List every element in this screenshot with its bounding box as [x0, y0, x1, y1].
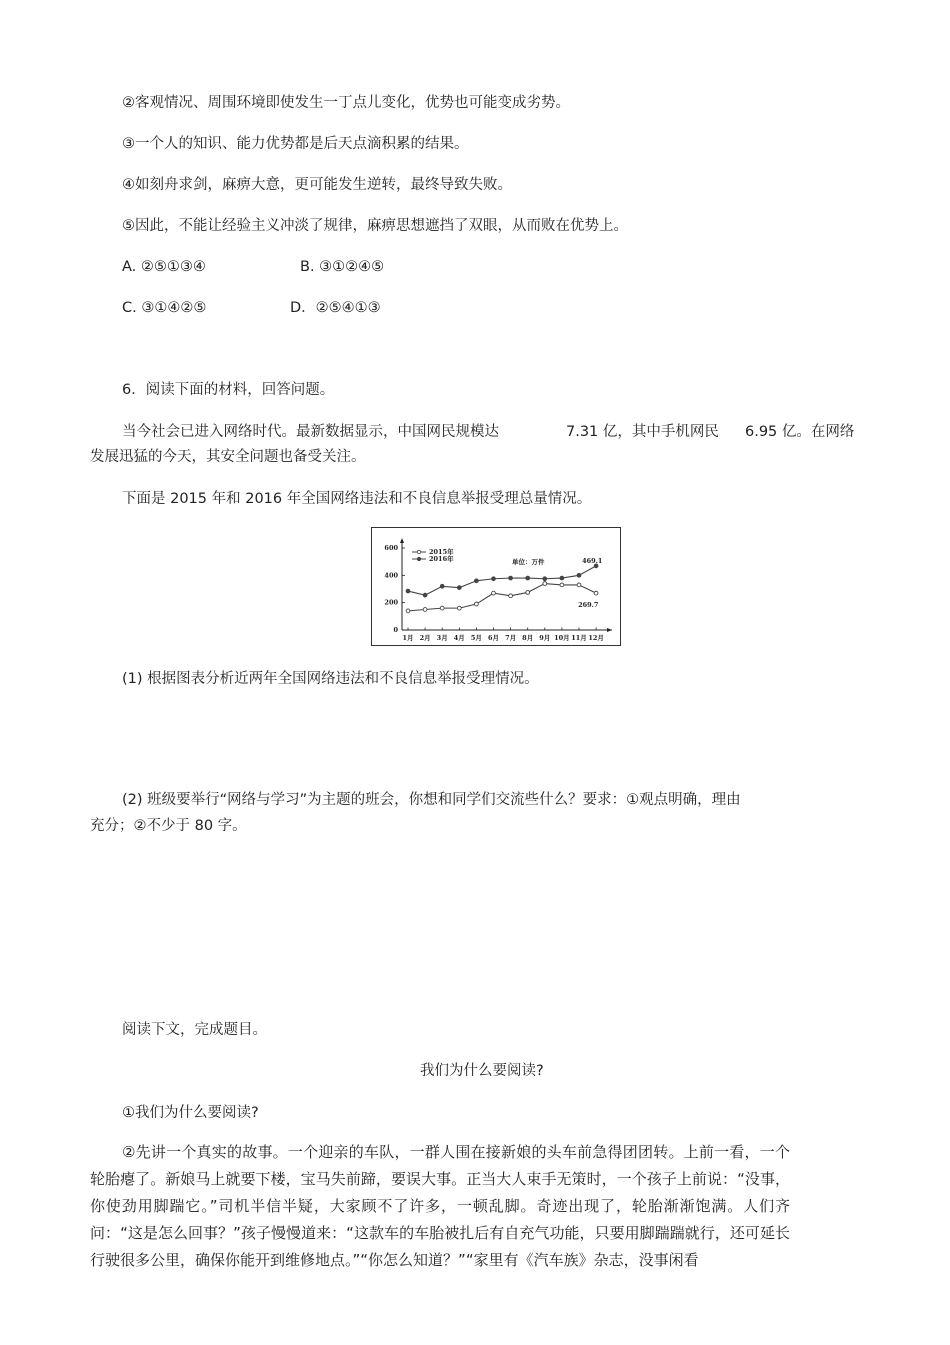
- x-tick-label: 9月: [539, 634, 551, 642]
- data-point: [543, 577, 547, 581]
- x-tick-label: 10月: [554, 634, 570, 642]
- reading-title: 我们为什么要阅读?: [420, 1063, 544, 1079]
- y-tick-label: 400: [384, 571, 398, 580]
- q6-para2: 下面是 2015 年和 2016 年全国网络违法和不良信息举报受理总量情况。: [122, 491, 592, 507]
- y-axis-arrow: [400, 538, 404, 543]
- x-tick-label: 11月: [571, 634, 587, 642]
- q6-sub2-b: 充分；②不少于 80 字。: [90, 818, 247, 834]
- data-point: [577, 573, 581, 577]
- y-tick-label: 200: [384, 598, 398, 607]
- line-chart: [371, 527, 621, 646]
- x-tick-label: 3月: [436, 634, 448, 642]
- q5-statement-4: ④如刻舟求剑，麻痹大意，更可能发生逆转，最终导致失败。: [122, 177, 512, 193]
- chart-canvas: [372, 528, 620, 645]
- data-point: [475, 602, 479, 606]
- data-point: [492, 577, 496, 581]
- data-point: [406, 609, 410, 613]
- x-tick-label: 6月: [487, 634, 500, 642]
- reading-para-1: ①我们为什么要阅读?: [122, 1105, 259, 1121]
- x-tick-label: 2月: [419, 634, 431, 642]
- data-point: [423, 593, 427, 597]
- legend-marker: [417, 550, 420, 553]
- q5-statement-2: ②客观情况、周围环境即使发生一丁点儿变化，优势也可能变成劣势。: [122, 95, 570, 111]
- q5-option-d: D．②⑤④①③: [290, 300, 381, 316]
- data-point: [526, 591, 530, 595]
- data-point: [475, 579, 479, 583]
- data-point: [509, 576, 513, 580]
- x-tick-label: 7月: [505, 634, 517, 642]
- x-tick-label: 8月: [522, 634, 534, 642]
- data-point: [457, 586, 461, 590]
- x-tick-label: 1月: [402, 634, 414, 642]
- legend-marker: [417, 557, 420, 560]
- annotation-2015-end: 269.7: [578, 601, 599, 610]
- q5-option-a: A. ②⑤①③④: [122, 259, 206, 275]
- reading-intro: 阅读下文，完成题目。: [122, 1022, 267, 1038]
- data-point: [509, 594, 513, 598]
- series-line-1: [408, 566, 596, 595]
- x-axis-arrow: [607, 628, 612, 632]
- x-tick-label: 12月: [588, 634, 604, 642]
- data-point: [423, 608, 427, 612]
- data-point: [457, 606, 461, 610]
- data-point: [440, 584, 444, 588]
- legend-label: 2016年: [429, 555, 454, 563]
- legend-label: 2015年: [429, 548, 454, 556]
- q5-option-c: C. ③①④②⑤: [122, 300, 207, 316]
- annotation-2016-end: 469.1: [582, 556, 603, 565]
- y-tick-label: 0: [393, 626, 398, 634]
- q5-option-b: B. ③①②④⑤: [300, 259, 385, 275]
- q6-sub2-a: (2) 班级要举行“网络与学习”为主题的班会，你想和同学们交流些什么？要求：①观点明确，理由: [122, 792, 741, 808]
- x-tick-label: 4月: [453, 634, 465, 642]
- series-line-0: [408, 584, 599, 611]
- q6-para1-a: 当今社会已进入网络时代。最新数据显示，中国网民规模达: [122, 424, 499, 440]
- data-point: [543, 582, 547, 586]
- x-tick-label: 5月: [470, 634, 482, 642]
- q6-para1-b: 7.31 亿，其中手机网民: [566, 424, 719, 440]
- y-tick-label: 600: [384, 544, 398, 552]
- data-point: [526, 576, 530, 580]
- q6-para1-c: 6.95 亿。在网络: [745, 424, 855, 440]
- q6-para1-d: 发展迅猛的今天，其安全问题也备受关注。: [90, 449, 366, 465]
- q6-heading: 6．阅读下面的材料，回答问题。: [122, 382, 335, 398]
- data-point: [492, 591, 496, 595]
- q5-statement-3: ③一个人的知识、能力优势都是后天点滴积累的结果。: [122, 136, 469, 152]
- data-point: [577, 583, 581, 587]
- q6-sub1: (1) 根据图表分析近两年全国网络违法和不良信息举报受理情况。: [122, 671, 539, 687]
- data-point: [560, 583, 564, 587]
- data-point: [406, 589, 410, 593]
- q5-statement-5: ⑤因此，不能让经验主义冲淡了规律，麻痹思想遮挡了双眼，从而败在优势上。: [122, 218, 628, 234]
- unit-label: 单位：万件: [512, 558, 545, 566]
- reading-para-2: ②先讲一个真实的故事。一个迎亲的车队，一群人围在接新娘的头车前急得团团转。上前一看，一个轮胎瘪了。新娘马上就要下楼，宝马失前蹄，要误大事。正当大人束手无策时，一个孩子上前说：“没事，你使劲用脚踹它。”司机半信半疑，大家顾不了许多，一顿乱脚。奇迹出现了，轮胎渐渐饱满。人们齐问：“这是怎么回事？”孩子慢慢道来：“这款车的车胎被扎后有自充气功能，只要用脚踹踹就行，还可延长行驶很多公里，确保你能开到维修地点。”“你怎么知道？”“家里有《汽车族》杂志，没事闲看: [90, 1143, 790, 1269]
- data-point: [560, 576, 564, 580]
- data-point: [594, 591, 598, 595]
- data-point: [440, 606, 444, 610]
